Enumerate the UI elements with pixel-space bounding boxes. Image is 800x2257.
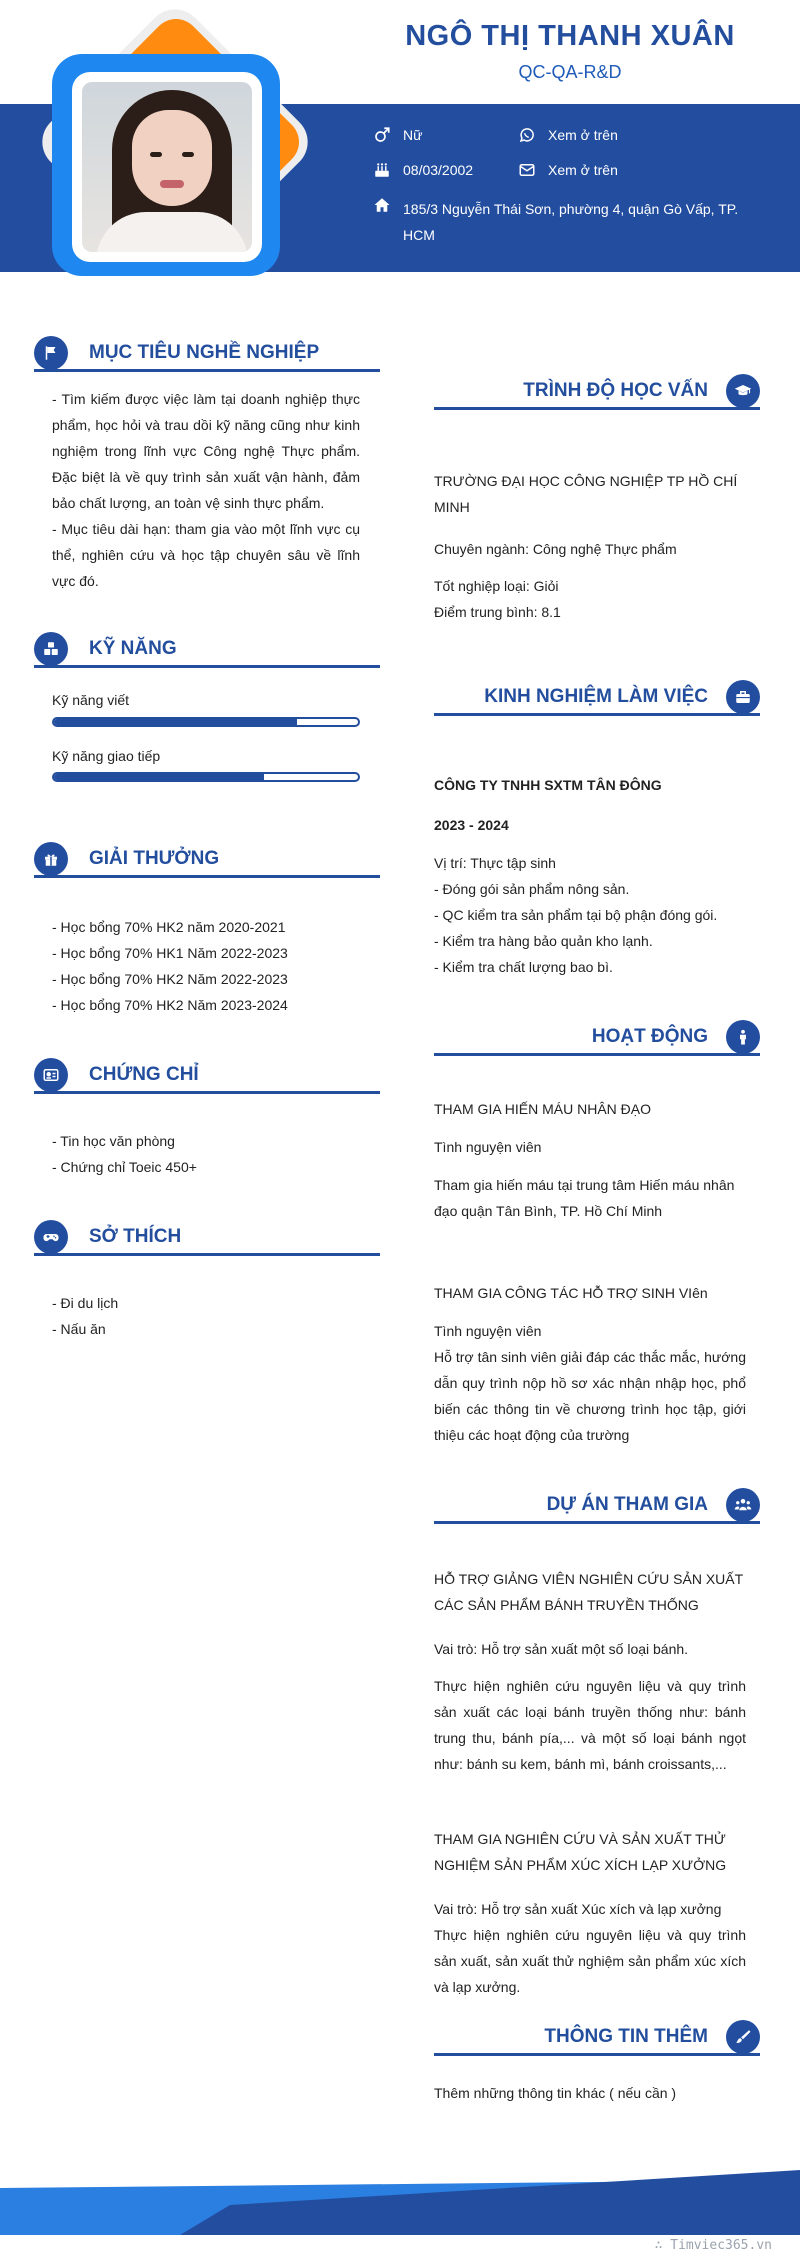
address-value: 185/3 Nguyễn Thái Sơn, phường 4, quận Gò Vấp, TP. HCM (403, 201, 739, 243)
footer-decoration (0, 2170, 800, 2235)
experience-header (434, 680, 760, 716)
briefcase-icon (726, 680, 760, 714)
skill-bar (52, 772, 360, 782)
objective-header (34, 336, 380, 372)
project-name: HỖ TRỢ GIẢNG VIÊN NGHIÊN CỨU SẢN XUẤT CÁC SẢN PHẨM BÁNH TRUYỀN THỐNG (434, 1571, 743, 1613)
birthday-value: 08/03/2002 (403, 162, 474, 178)
users-group-icon (726, 1488, 760, 1522)
certificates-list (52, 1128, 360, 1180)
experience-period: 2023 - 2024 (434, 817, 509, 833)
activity-role: Tình nguyện viên (434, 1323, 542, 1339)
whatsapp-icon (518, 126, 536, 144)
list-item: Vị trí: Thực tập sinh (434, 855, 556, 871)
list-item: - Học bổng 70% HK2 năm 2020-2021 (52, 919, 286, 935)
person-icon (726, 1020, 760, 1054)
extra-header (434, 2020, 760, 2056)
skill-bar-fill (54, 774, 264, 780)
activity-role: Tình nguyện viên (434, 1139, 542, 1155)
birthday-cake-icon (373, 161, 391, 179)
cubes-icon (34, 632, 68, 666)
awards-list (52, 914, 360, 1018)
objective-title: MỤC TIÊU NGHỀ NGHIỆP (89, 342, 320, 363)
list-item: - Kiểm tra hàng bảo quản kho lạnh. (434, 933, 653, 949)
graduation-cap-icon (726, 374, 760, 408)
experience-title: KINH NGHIỆM LÀM VIỆC (484, 686, 708, 707)
phone-row (518, 126, 618, 144)
certificates-header (34, 1058, 380, 1094)
list-item: - Học bổng 70% HK1 Năm 2022-2023 (52, 945, 288, 961)
education-gpa: Điểm trung bình: 8.1 (434, 604, 561, 620)
avatar (72, 72, 262, 262)
skills-header (34, 632, 380, 668)
skill-label: Kỹ năng giao tiếp (52, 748, 161, 764)
project-role: Vai trò: Hỗ trợ sản xuất Xúc xích và lạp xưởng (434, 1901, 722, 1917)
hobbies-title: SỞ THÍCH (89, 1226, 182, 1247)
activity-name: THAM GIA CÔNG TÁC HỖ TRỢ SINH VIên (434, 1285, 708, 1301)
gender-icon (373, 126, 391, 144)
gamepad-icon (34, 1220, 68, 1254)
education-title: TRÌNH ĐỘ HỌC VẤN (523, 380, 708, 401)
email-row (518, 161, 618, 179)
id-card-icon (34, 1058, 68, 1092)
flag-icon (34, 336, 68, 370)
projects-header (434, 1488, 760, 1524)
gender-row (373, 126, 422, 144)
activities-header (434, 1020, 760, 1056)
education-school: TRƯỜNG ĐẠI HỌC CÔNG NGHIỆP TP HỒ CHÍ MINH (434, 473, 738, 515)
project-name: THAM GIA NGHIÊN CỨU VÀ SẢN XUẤT THỬ NGHIỆM SẢN PHẨM XÚC XÍCH LẠP XƯỞNG (434, 1831, 727, 1873)
skill-bar-fill (54, 719, 297, 725)
avatar-photo (82, 82, 252, 252)
experience-company: CÔNG TY TNHH SXTM TÂN ĐÔNG (434, 777, 662, 793)
list-item: - Tin học văn phòng (52, 1133, 175, 1149)
phone-value: Xem ở trên (548, 127, 618, 143)
objective-paragraph: - Tìm kiếm được việc làm tại doanh nghiệp thực phẩm, học hỏi và trau dồi kỹ năng cũng như kinh nghiệm trong lĩnh vực Công nghệ Thực phẩm. Đặc biệt là về quy trình sản xuất vận hành, đảm bảo chất lượng, an toàn vệ sinh thực phẩm. (52, 391, 360, 511)
project-desc: Thực hiện nghiên cứu nguyên liệu và quy trình sản xuất, sản xuất thử nghiệm sản phẩm xúc xích và lạp xưởng. (434, 1927, 746, 1995)
extra-title: THÔNG TIN THÊM (544, 2026, 708, 2047)
skill-bar (52, 717, 360, 727)
project-role: Vai trò: Hỗ trợ sản xuất một số loại bánh. (434, 1641, 689, 1657)
extra-text: Thêm những thông tin khác ( nếu cần ) (434, 2085, 677, 2101)
list-item: - Học bổng 70% HK2 Năm 2022-2023 (52, 971, 288, 987)
list-item: - Đóng gói sản phẩm nông sản. (434, 881, 630, 897)
awards-header (34, 842, 380, 878)
list-item: - Nấu ăn (52, 1321, 106, 1337)
certificates-title: CHỨNG CHỈ (89, 1064, 199, 1085)
list-item: - Đi du lịch (52, 1295, 119, 1311)
list-item: - QC kiểm tra sản phẩm tại bộ phận đóng gói. (434, 907, 718, 923)
project-desc: Thực hiện nghiên cứu nguyên liệu và quy trình sản xuất các loại bánh truyền thống như: bánh trung thu, bánh pía,... và một số loại bánh ngọt như: bánh su kem, bánh mì, bánh croissants,... (434, 1678, 746, 1772)
paintbrush-icon (726, 2020, 760, 2054)
activity-desc: Hỗ trợ tân sinh viên giải đáp các thắc mắc, hướng dẫn quy trình nộp hồ sơ xác nhận nhập học, phổ biến các thông tin về chương trình học tập, giới thiệu các hoạt động của trường (434, 1349, 746, 1443)
watermark: ∴ Timviec365.vn (654, 2238, 772, 2253)
skill-label: Kỹ năng viết (52, 692, 130, 708)
email-value: Xem ở trên (548, 162, 618, 178)
skills-title: KỸ NĂNG (89, 638, 177, 659)
home-icon (373, 196, 391, 214)
projects-title: DỰ ÁN THAM GIA (546, 1494, 708, 1515)
education-header (434, 374, 760, 410)
list-item: - Học bổng 70% HK2 Năm 2023-2024 (52, 997, 288, 1013)
objective-body (52, 386, 360, 594)
activities-title: HOẠT ĐỘNG (591, 1026, 708, 1047)
hobbies-header (34, 1220, 380, 1256)
birthday-row (373, 161, 473, 179)
candidate-role: QC-QA-R&D (518, 62, 622, 82)
education-major: Chuyên ngành: Công nghệ Thực phẩm (434, 541, 677, 557)
awards-title: GIẢI THƯỞNG (89, 848, 220, 869)
objective-paragraph: - Mục tiêu dài hạn: tham gia vào một lĩnh vực cụ thể, nghiên cứu và học tập chuyên sâu về lĩnh vực đó. (52, 521, 360, 589)
gift-icon (34, 842, 68, 876)
candidate-name: NGÔ THỊ THANH XUÂN (405, 20, 735, 52)
envelope-icon (518, 161, 536, 179)
experience-details (434, 850, 746, 980)
education-rank: Tốt nghiệp loại: Giỏi (434, 578, 559, 594)
gender-value: Nữ (403, 127, 423, 143)
list-item: - Kiểm tra chất lượng bao bì. (434, 959, 613, 975)
list-item: - Chứng chỉ Toeic 450+ (52, 1159, 197, 1175)
hobbies-list (52, 1290, 360, 1342)
activity-desc: Tham gia hiến máu tại trung tâm Hiến máu nhân đạo quận Tân Bình, TP. Hồ Chí Minh (434, 1177, 735, 1219)
activity-name: THAM GIA HIẾN MÁU NHÂN ĐẠO (434, 1101, 652, 1117)
